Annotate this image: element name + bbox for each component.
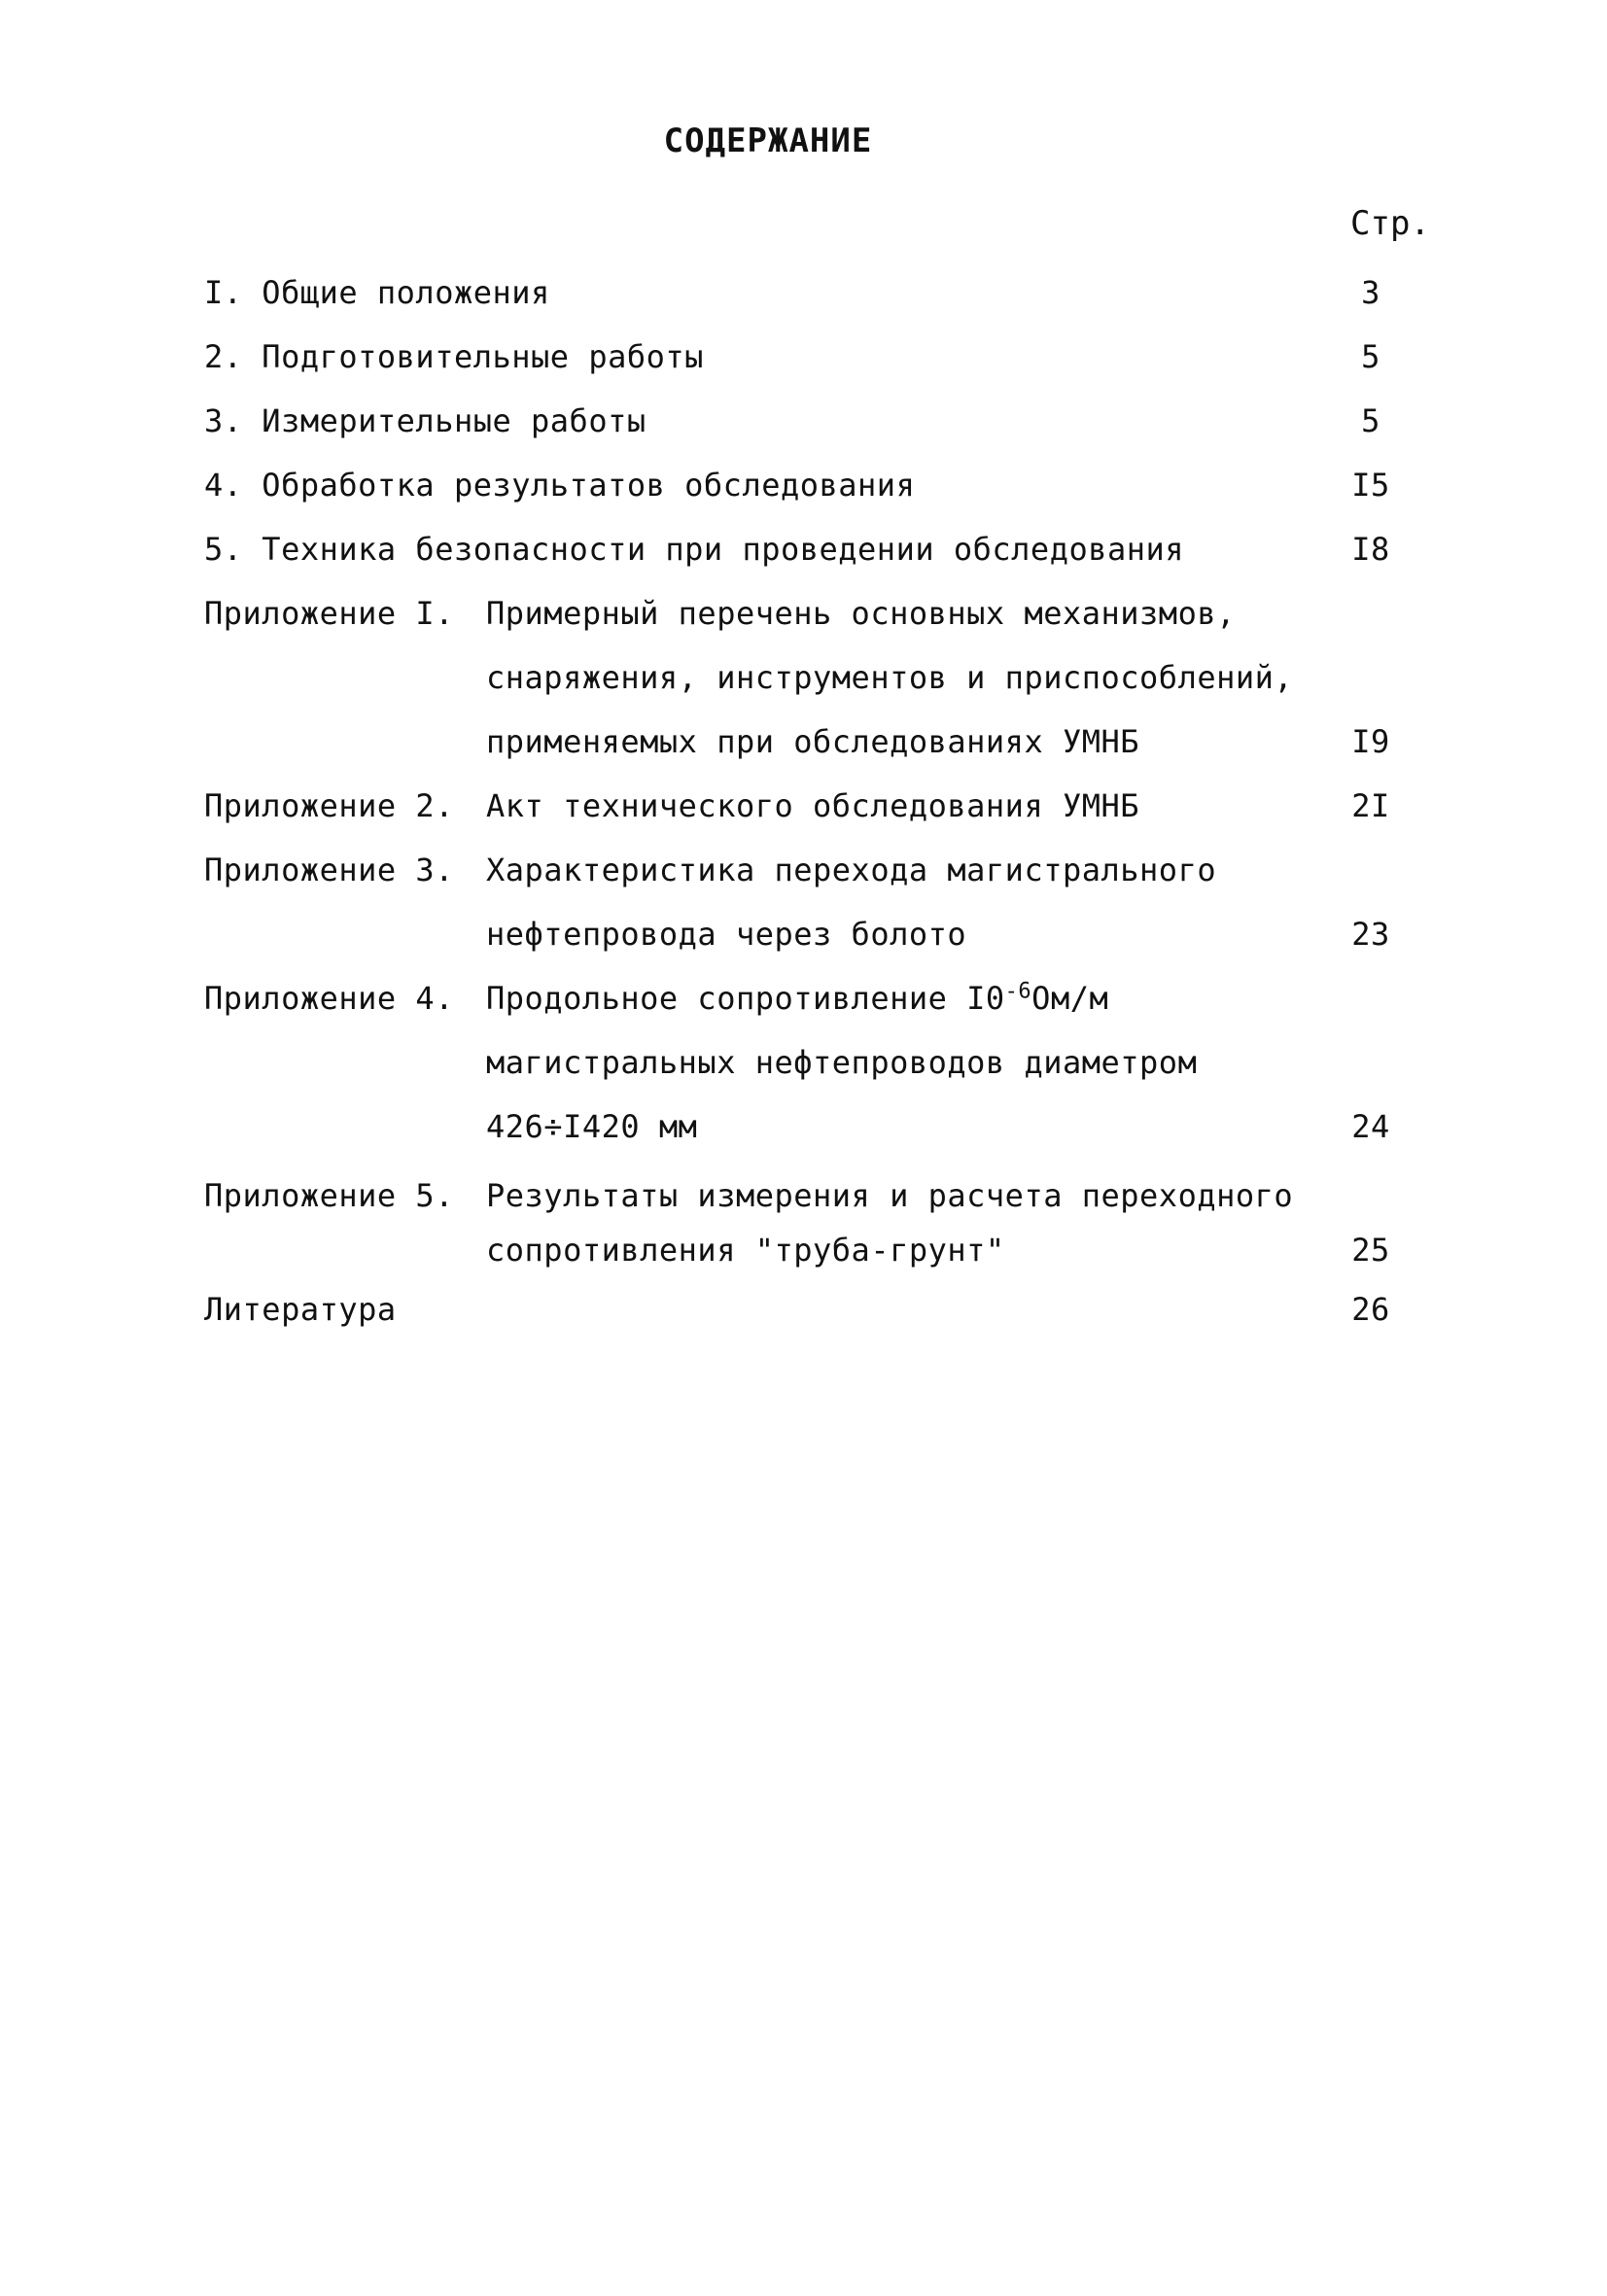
toc-entry-text: магистральных нефтепроводов диаметром [486, 1044, 1198, 1081]
toc-entry-continuation [204, 1030, 1410, 1095]
toc-page-number: I5 [1351, 467, 1390, 504]
toc-entry-text: Примерный перечень основных механизмов, [486, 595, 1236, 632]
toc-entry-text: сопротивления "труба-грунт" [486, 1232, 1005, 1269]
toc-entry [204, 966, 1410, 1030]
toc-entry [204, 1168, 1410, 1223]
toc-entry [204, 838, 1410, 902]
toc-entry-text: применяемых при обследованиях УМНБ [486, 723, 1140, 760]
toc-entry-text: Результаты измерения и расчета переходного [486, 1177, 1294, 1214]
toc-page-number: 3 [1361, 274, 1380, 311]
appendix-label: Приложение 4. [204, 980, 454, 1017]
toc-page-number: 23 [1351, 916, 1390, 953]
toc-page-number: 24 [1351, 1108, 1390, 1145]
toc-page-number: 25 [1351, 1232, 1390, 1269]
toc-entry-text: 426÷I420 мм [486, 1108, 698, 1145]
table-of-contents [204, 261, 1410, 1341]
toc-entry-continuation [204, 902, 1410, 966]
resistance-text: Продольное сопротивление I0 [486, 980, 1005, 1017]
toc-page-number: 2I [1351, 787, 1390, 824]
toc-page-number: 26 [1351, 1291, 1390, 1328]
toc-entry [204, 261, 1410, 325]
toc-entry-continuation [204, 710, 1410, 774]
toc-entry-text: нефтепровода через болото [486, 916, 967, 953]
toc-entry [204, 517, 1410, 581]
toc-entry-continuation [204, 1223, 1410, 1277]
toc-entry-text [486, 980, 1410, 1017]
toc-entry [204, 1277, 1410, 1341]
unit-text: Ом/м [1031, 980, 1109, 1017]
appendix-label: Приложение 2. [204, 787, 454, 824]
toc-entry-text: 2. Подготовительные работы [204, 338, 704, 375]
toc-entry-continuation [204, 1095, 1410, 1159]
toc-entry [204, 453, 1410, 517]
toc-page-number: I9 [1351, 723, 1390, 760]
appendix-label: Приложение I. [204, 595, 454, 632]
toc-entry [204, 325, 1410, 389]
toc-entry-text: I. Общие положения [204, 274, 550, 311]
toc-entry-continuation [204, 645, 1410, 710]
page-column-header: Стр. [1350, 204, 1430, 243]
appendix-label: Приложение 3. [204, 852, 454, 888]
exponent: -6 [1004, 980, 1032, 1004]
toc-page-number: 5 [1361, 402, 1380, 439]
toc-entry-text: 3. Измерительные работы [204, 402, 646, 439]
toc-entry [204, 389, 1410, 453]
toc-entry-text: снаряжения, инструментов и приспособлений, [486, 659, 1294, 696]
toc-page-number: I8 [1351, 531, 1390, 568]
toc-page-number: 5 [1361, 338, 1380, 375]
toc-entry [204, 581, 1410, 645]
toc-entry-text: Характеристика перехода магистрального [486, 852, 1217, 888]
page-title: СОДЕРЖАНИЕ [663, 122, 873, 160]
toc-entry [204, 774, 1410, 838]
toc-entry-text: 5. Техника безопасности при проведении обследования [204, 531, 1185, 568]
appendix-label: Приложение 5. [204, 1177, 454, 1214]
toc-entry-text: Акт технического обследования УМНБ [486, 787, 1140, 824]
toc-entry-text: 4. Обработка результатов обследования [204, 467, 916, 504]
toc-entry-text: Литература [204, 1291, 397, 1328]
